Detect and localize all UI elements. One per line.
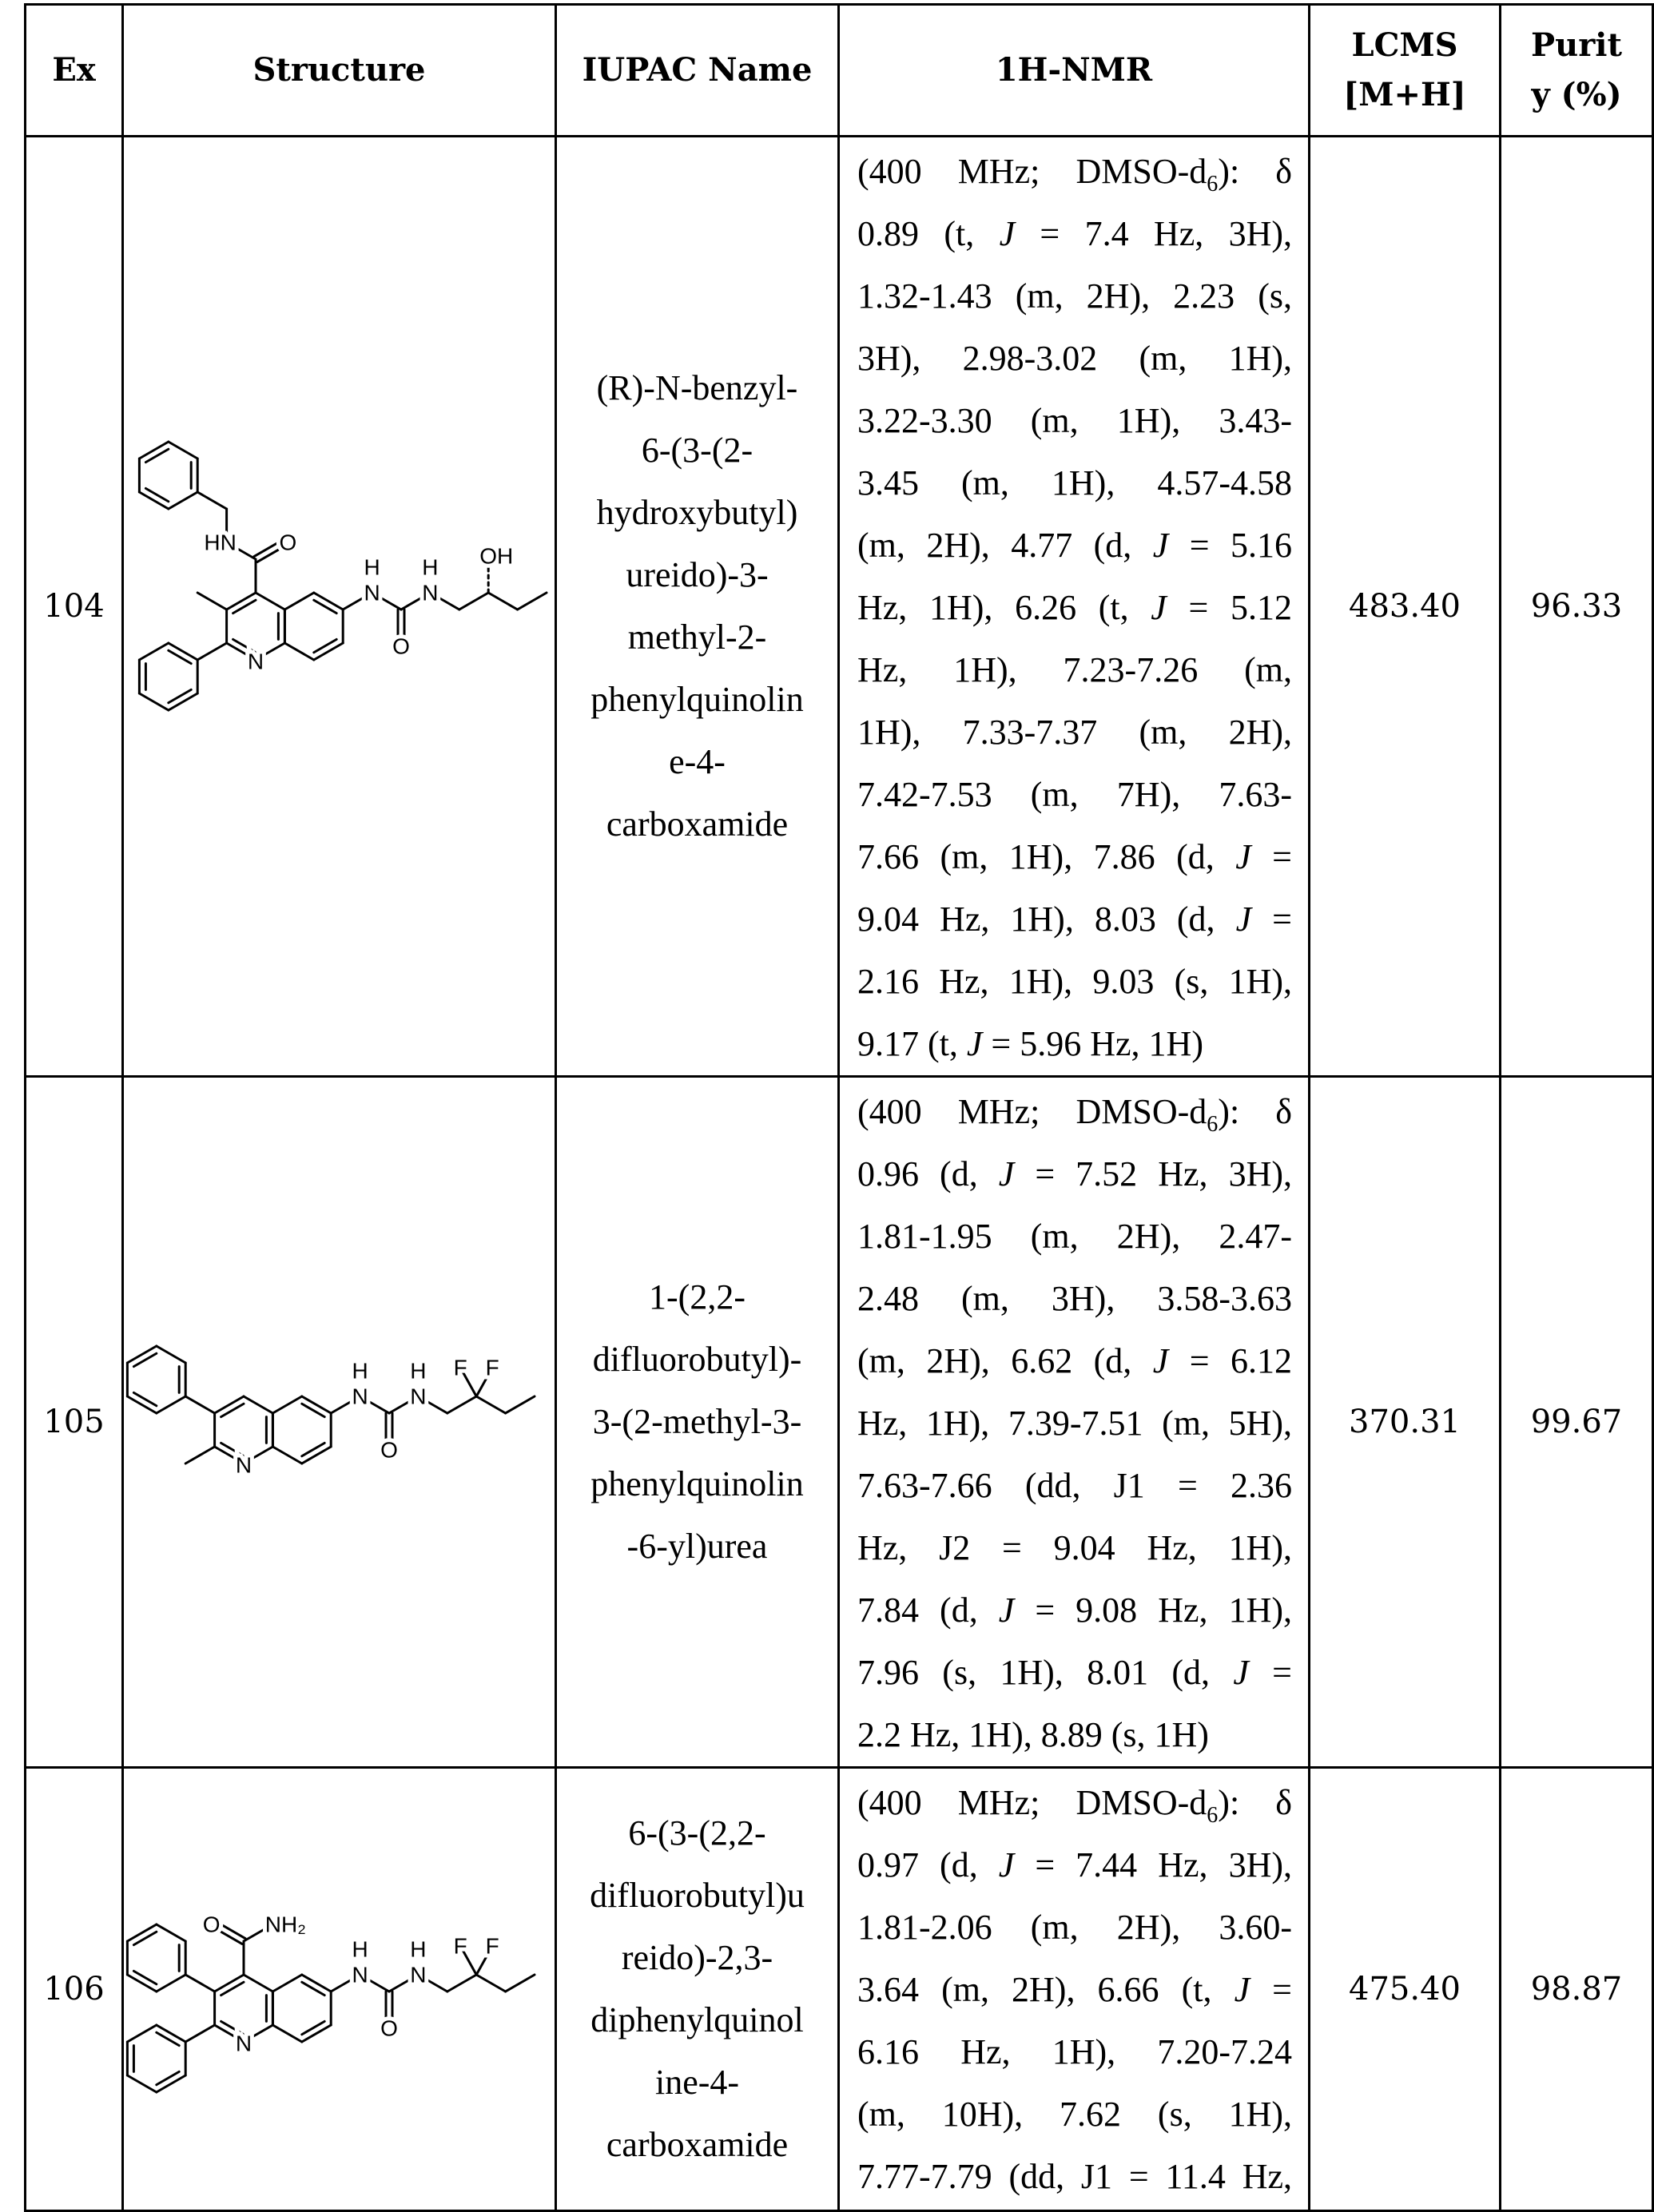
bond: [133, 1932, 156, 1944]
atom-label: HN: [204, 530, 236, 554]
header-purity: [1501, 5, 1653, 137]
iupac-name-line: phenylquinolin: [557, 669, 837, 731]
iupac-cell: [556, 1077, 839, 1768]
atom-label: O: [280, 530, 297, 554]
bond: [476, 1396, 505, 1413]
atom-label: F: [454, 1934, 467, 1959]
iupac-name-line: -6-yl)urea: [557, 1515, 837, 1578]
nmr-text-line: (400 MHz; DMSO-d6): δ: [857, 1081, 1292, 1143]
bond: [233, 600, 256, 613]
iupac-name-line: 1-(2,2-: [557, 1266, 837, 1328]
bond: [314, 643, 343, 660]
nmr-text-line: 7.66 (m, 1H), 7.86 (d, J =: [857, 826, 1292, 888]
structure-cell: [123, 1768, 556, 2211]
atom-label: N: [410, 1963, 426, 1988]
chemical-structure: [124, 1078, 555, 1762]
header-lcms-line2: [M+H]: [1343, 76, 1465, 113]
atom-label: N: [410, 1384, 426, 1409]
bond: [302, 2021, 324, 2034]
atom-label: H: [410, 1359, 426, 1384]
atom-label: OH: [479, 543, 513, 568]
nmr-text-line: (m, 2H), 6.62 (d, J = 6.12: [857, 1330, 1292, 1392]
bond: [139, 643, 168, 660]
nmr-text-line: Hz, 1H), 6.26 (t, J = 5.12: [857, 577, 1292, 639]
compound-data-table: [24, 3, 1654, 2212]
bond: [133, 1353, 156, 1366]
nmr-text-line: 7.42-7.53 (m, 7H), 7.63-: [857, 764, 1292, 826]
nmr-text-line: 0.89 (t, J = 7.4 Hz, 3H),: [857, 203, 1292, 265]
iupac-name-line: carboxamide: [557, 793, 837, 856]
nmr-text-line: 1.32-1.43 (m, 2H), 2.23 (s,: [857, 265, 1292, 328]
iupac-name-line: 6-(3-(2,2-: [557, 1802, 837, 1865]
bond: [221, 1982, 244, 1995]
iupac-name-line: ine-4-: [557, 2051, 837, 2114]
bond: [447, 1975, 476, 1992]
ex-cell: 104: [26, 137, 123, 1077]
nmr-text-line: 7.84 (d, J = 9.08 Hz, 1H),: [857, 1579, 1292, 1642]
bond: [127, 2075, 156, 2092]
header-purity-line1: Purit: [1531, 26, 1622, 64]
iupac-name-line: difluorobutyl)-: [557, 1328, 837, 1391]
iupac-cell: [556, 1768, 839, 2211]
structure-cell: [123, 137, 556, 1077]
iupac-cell: [556, 137, 839, 1077]
bond: [127, 1396, 156, 1413]
nmr-cell: [839, 137, 1310, 1077]
bond: [227, 593, 256, 610]
bond: [272, 1447, 301, 1463]
nmr-text-line: 3.45 (m, 1H), 4.57-4.58: [857, 452, 1292, 514]
bond: [272, 1975, 301, 1992]
bond: [314, 639, 336, 652]
bond: [157, 2032, 179, 2045]
iupac-name-line: e-4-: [557, 731, 837, 793]
bond: [506, 1396, 535, 1413]
bond: [302, 1443, 324, 1455]
lcms-cell: 475.40: [1310, 1768, 1501, 2211]
atom-label: H: [352, 1359, 368, 1384]
nmr-text-line: (400 MHz; DMSO-d6): δ: [857, 141, 1292, 203]
bond: [476, 1975, 505, 1992]
nmr-text-line: 1H), 7.33-7.37 (m, 2H),: [857, 701, 1292, 764]
nmr-text-line: 0.97 (d, J = 7.44 Hz, 3H),: [857, 1834, 1292, 1896]
iupac-name-line: phenylquinolin: [557, 1453, 837, 1515]
header-structure: Structure: [123, 5, 556, 137]
nmr-text-line: 2.2 Hz, 1H), 8.89 (s, 1H): [857, 1704, 1292, 1766]
bond: [302, 1982, 324, 1995]
bond: [127, 1924, 156, 1941]
bond: [127, 1346, 156, 1363]
iupac-name-line: ureido)-3-: [557, 544, 837, 606]
bond: [157, 1924, 185, 1941]
bond: [284, 593, 313, 610]
nmr-text-line: 1.81-2.06 (m, 2H), 3.60-: [857, 1896, 1292, 1959]
bond: [133, 1392, 156, 1405]
iupac-name-line: methyl-2-: [557, 606, 837, 669]
atom-label: N: [236, 1453, 252, 1478]
nmr-text-line: 6.16 Hz, 1H), 7.20-7.24: [857, 2021, 1292, 2083]
atom-label: H: [422, 554, 438, 579]
bond: [314, 600, 336, 613]
bond: [145, 449, 168, 462]
table-row: [26, 137, 1653, 1077]
atom-label: H: [352, 1937, 368, 1962]
nmr-text-line: 7.63-7.66 (dd, J1 = 2.36: [857, 1455, 1292, 1517]
iupac-name-line: carboxamide: [557, 2114, 837, 2176]
header-ex: Ex: [26, 5, 123, 137]
atom-label: O: [203, 1912, 221, 1937]
nmr-text-line: 3H), 2.98-3.02 (m, 1H),: [857, 328, 1292, 390]
atom-label: F: [486, 1934, 499, 1959]
bond: [185, 1975, 214, 1992]
bond: [447, 1396, 476, 1413]
nmr-text-line: 2.16 Hz, 1H), 9.03 (s, 1H),: [857, 951, 1292, 1013]
bond: [185, 1447, 214, 1463]
bond: [272, 2025, 301, 2042]
ex-cell: 105: [26, 1077, 123, 1768]
chemical-structure: [124, 139, 555, 1071]
nmr-text-line: 9.04 Hz, 1H), 8.03 (d, J =: [857, 888, 1292, 951]
bond: [244, 1975, 272, 1992]
bond: [314, 593, 343, 610]
nmr-text-line: 0.96 (d, J = 7.52 Hz, 3H),: [857, 1143, 1292, 1205]
bond: [302, 2025, 331, 2042]
atom-label: N: [352, 1963, 368, 1988]
bond: [157, 1975, 185, 1992]
bond: [133, 1971, 156, 1984]
bond: [197, 643, 226, 660]
nmr-text-line: 3.64 (m, 2H), 6.66 (t, J =: [857, 1959, 1292, 2021]
bond: [185, 2025, 214, 2042]
atom-label: O: [392, 633, 410, 658]
lcms-cell: 370.31: [1310, 1077, 1501, 1768]
iupac-name-line: reido)-2,3-: [557, 1927, 837, 1989]
bond: [488, 593, 517, 610]
bond: [215, 1975, 244, 1992]
bond: [169, 492, 197, 509]
bond: [139, 442, 168, 459]
structure-cell: [123, 1077, 556, 1768]
bond: [197, 593, 226, 610]
iupac-name-line: 3-(2-methyl-3-: [557, 1391, 837, 1453]
bond: [459, 593, 488, 610]
bond: [221, 1404, 244, 1416]
bond: [169, 689, 191, 702]
bond: [157, 2025, 185, 2042]
bond: [169, 650, 191, 663]
bond: [127, 2025, 156, 2042]
bond: [169, 693, 197, 710]
atom-label: F: [454, 1356, 467, 1380]
bond: [518, 593, 547, 610]
iupac-name-line: difluorobutyl)u: [557, 1865, 837, 1927]
bond: [157, 1346, 185, 1363]
bond: [145, 488, 168, 501]
bond: [169, 442, 197, 459]
bond: [157, 2075, 185, 2092]
purity-cell: 98.87: [1501, 1768, 1653, 2211]
header-lcms: [1310, 5, 1501, 137]
purity-cell: 96.33: [1501, 137, 1653, 1077]
header-nmr: 1H-NMR: [839, 5, 1310, 137]
iupac-name-line: diphenylquinol: [557, 1989, 837, 2051]
nmr-text-line: Hz, 1H), 7.39-7.51 (m, 5H),: [857, 1392, 1292, 1455]
bond: [244, 1396, 272, 1413]
bond: [169, 643, 197, 660]
nmr-text-line: 1.81-1.95 (m, 2H), 2.47-: [857, 1205, 1292, 1268]
nmr-text-line: Hz, J2 = 9.04 Hz, 1H),: [857, 1517, 1292, 1579]
bond: [302, 1396, 331, 1413]
purity-cell: 99.67: [1501, 1077, 1653, 1768]
bond: [127, 1975, 156, 1992]
atom-label: N: [352, 1384, 368, 1409]
bond: [256, 593, 284, 610]
nmr-text-line: Hz, 1H), 7.23-7.26 (m,: [857, 639, 1292, 701]
bond: [302, 1447, 331, 1463]
nmr-text-line: (m, 2H), 4.77 (d, J = 5.16: [857, 514, 1292, 577]
chemical-structure: [124, 1769, 555, 2206]
bond: [272, 1396, 301, 1413]
bond: [197, 492, 226, 509]
bond: [157, 1396, 185, 1413]
bond: [302, 1404, 324, 1416]
atom-label: H: [410, 1937, 426, 1962]
nmr-text-line: (m, 10H), 7.62 (s, 1H),: [857, 2083, 1292, 2146]
nmr-text-line: 2.48 (m, 3H), 3.58-3.63: [857, 1268, 1292, 1330]
iupac-name-line: hydroxybutyl): [557, 482, 837, 544]
ex-cell: 106: [26, 1768, 123, 2211]
header-lcms-line1: LCMS: [1351, 26, 1457, 64]
atom-label: N: [236, 2031, 252, 2056]
bond: [215, 1396, 244, 1413]
bond: [217, 1922, 245, 1939]
atom-label: O: [380, 1438, 398, 1463]
bond: [284, 643, 313, 660]
bond: [506, 1975, 535, 1992]
nmr-cell: [839, 1768, 1310, 2211]
nmr-text-line: 3.22-3.30 (m, 1H), 3.43-: [857, 390, 1292, 452]
nmr-cell: [839, 1077, 1310, 1768]
atom-label: H: [364, 554, 380, 579]
atom-label: N: [248, 649, 264, 673]
atom-label: O: [380, 2016, 398, 2041]
atom-label: N: [364, 580, 380, 605]
header-purity-line2: y (%): [1531, 76, 1621, 113]
iupac-name-line: (R)-N-benzyl-: [557, 357, 837, 419]
header-iupac: IUPAC Name: [556, 5, 839, 137]
table-row: [26, 1768, 1653, 2211]
bond: [139, 693, 168, 710]
bond: [302, 1975, 331, 1992]
atom-label: F: [486, 1356, 499, 1380]
table-row: [26, 1077, 1653, 1768]
nmr-text-line: 7.96 (s, 1H), 8.01 (d, J =: [857, 1642, 1292, 1704]
bond: [185, 1396, 214, 1413]
nmr-text-line: (400 MHz; DMSO-d6): δ: [857, 1772, 1292, 1834]
bond: [157, 2071, 179, 2084]
iupac-name-line: 6-(3-(2-: [557, 419, 837, 482]
nmr-text-line: 9.17 (t, J = 5.96 Hz, 1H): [857, 1013, 1292, 1075]
nmr-text-line: 7.77-7.79 (dd, J1 = 11.4 Hz,: [857, 2146, 1292, 2208]
lcms-cell: 483.40: [1310, 137, 1501, 1077]
table-header-row: [26, 5, 1653, 137]
bond: [139, 492, 168, 509]
atom-label: NH₂: [265, 1912, 306, 1937]
atom-label: N: [422, 580, 438, 605]
